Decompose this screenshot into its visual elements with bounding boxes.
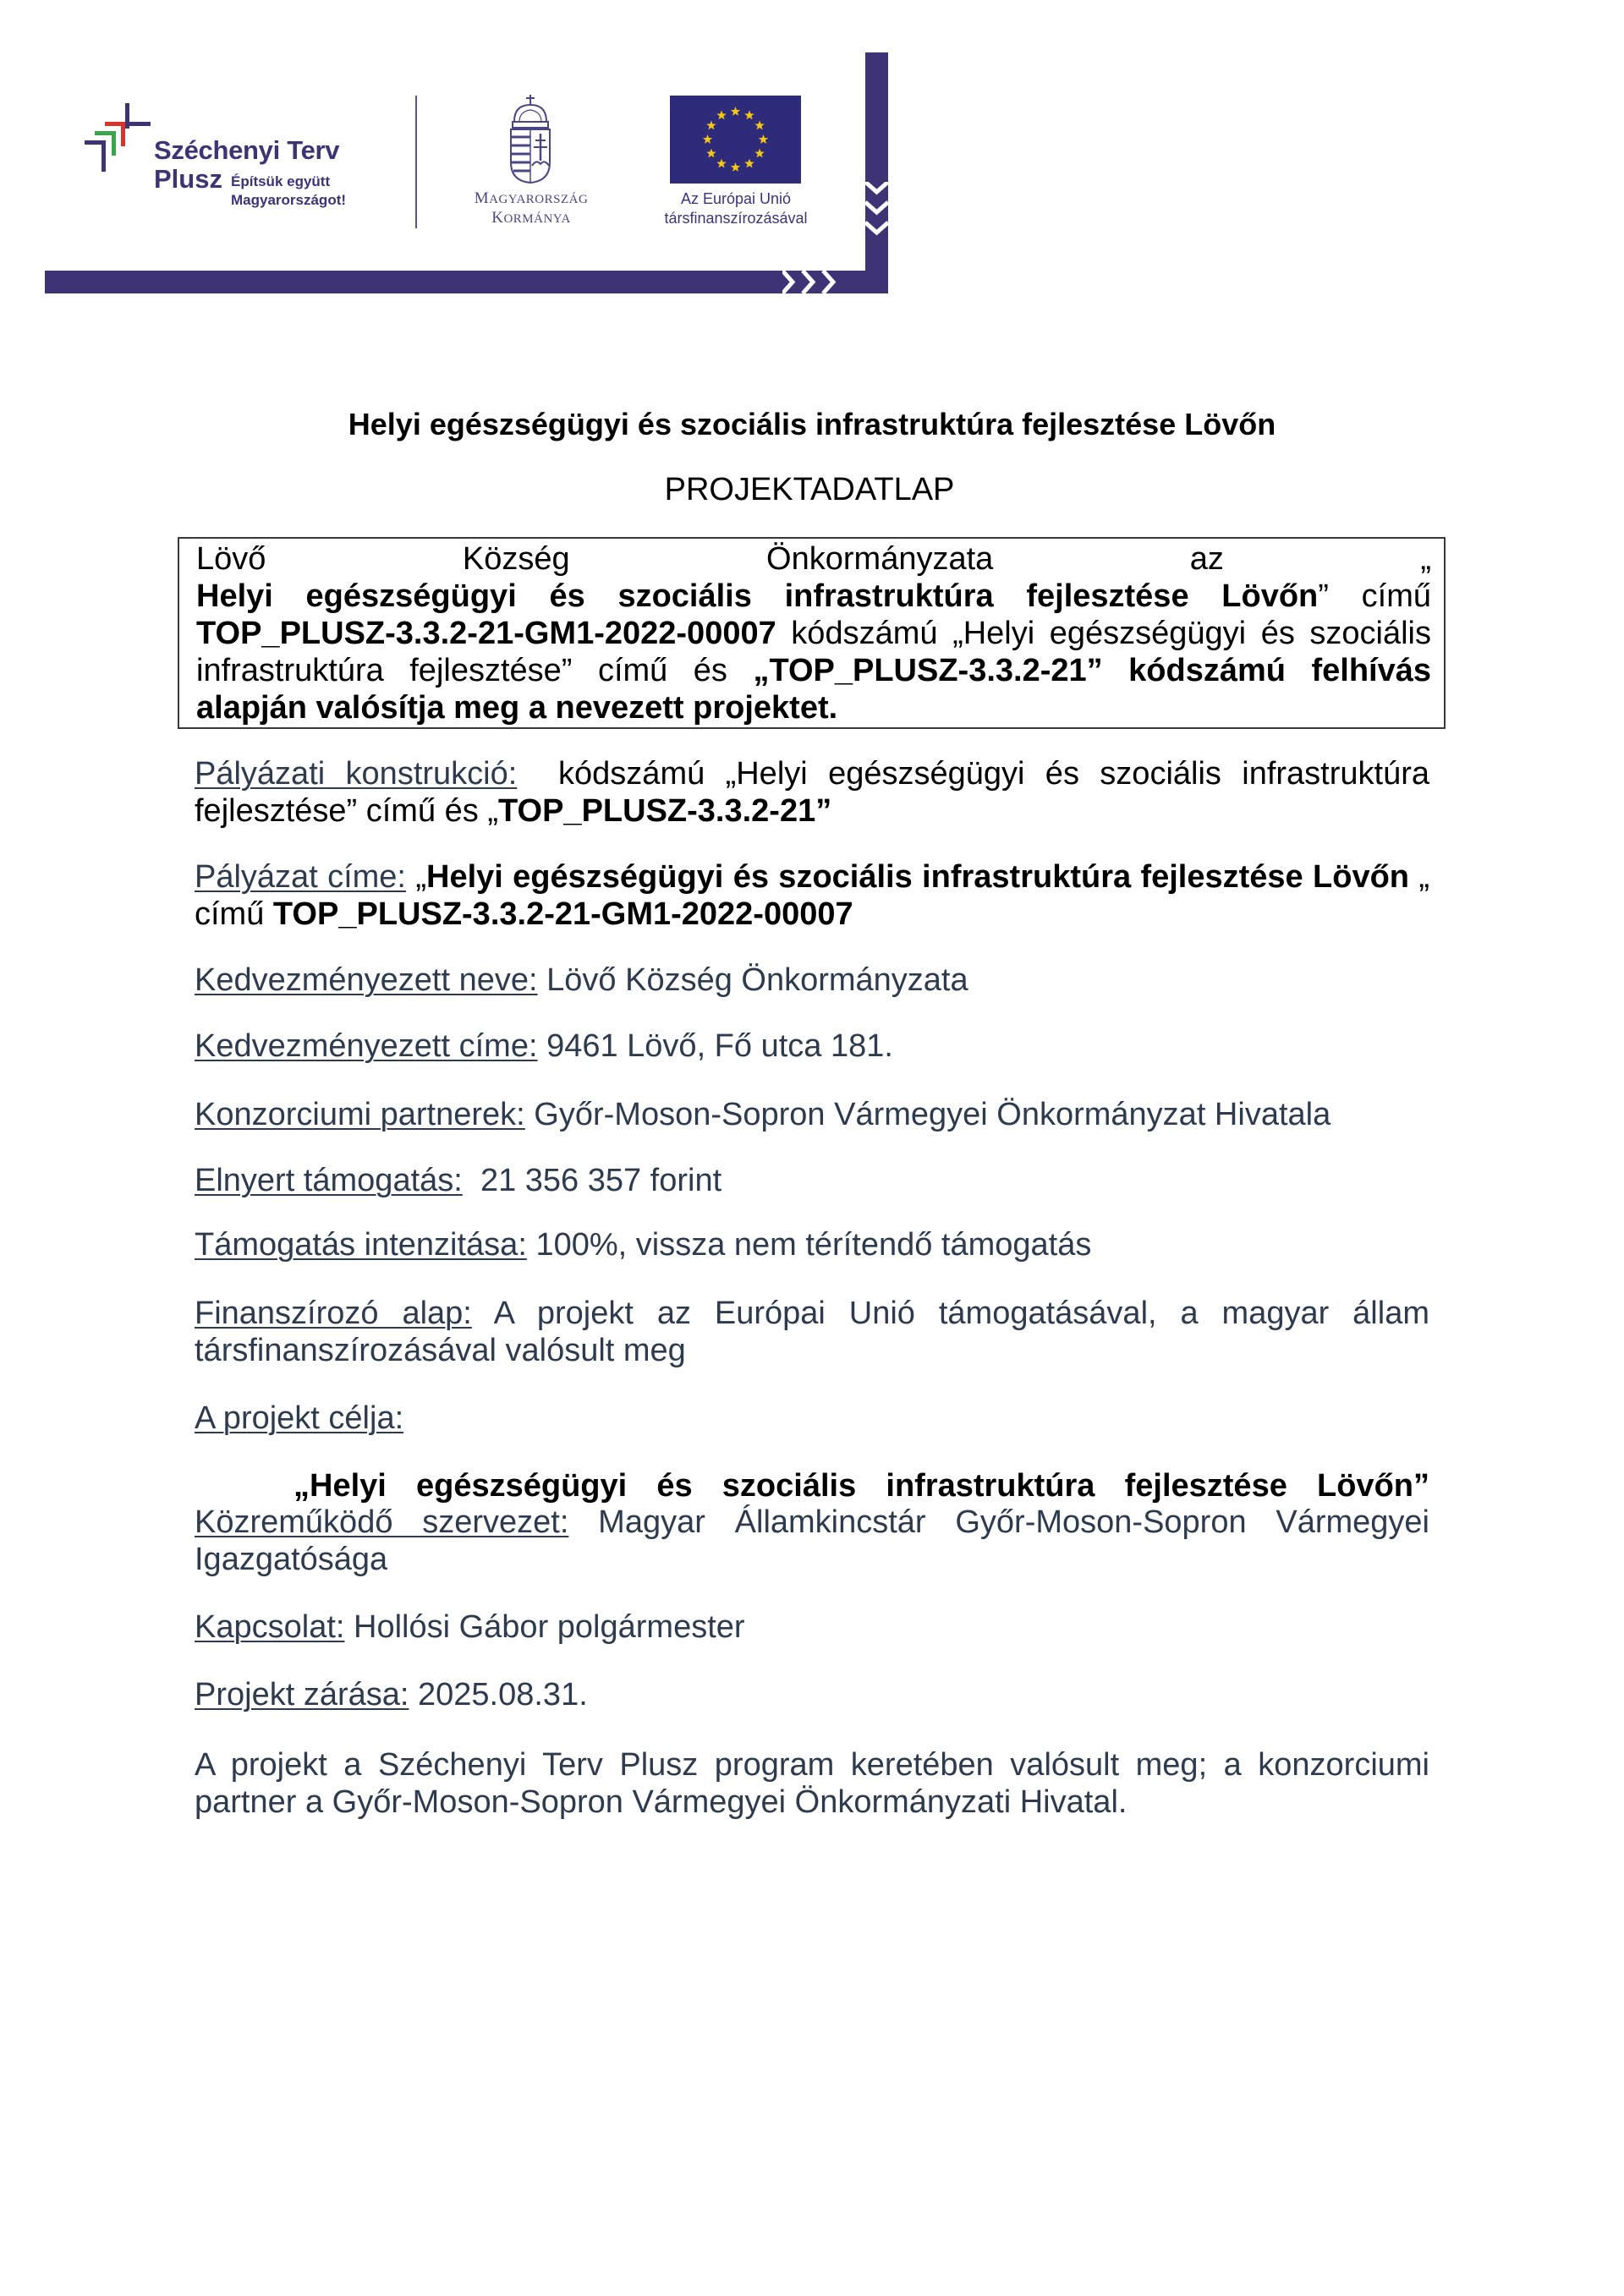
eu-stars (670, 96, 801, 184)
field-value-code: TOP_PLUSZ-3.3.2-21” (498, 793, 832, 829)
eu-star-icon (706, 149, 716, 158)
field-construction (195, 755, 1439, 830)
field-value-quote: „ (406, 859, 426, 895)
eu-star-icon (706, 121, 716, 130)
szechenyi-cross-icon (85, 103, 156, 176)
eu-star-icon (754, 121, 764, 130)
field-beneficiary-address (195, 1027, 1429, 1065)
field-project-goal-label (195, 1400, 1429, 1437)
field-consortium-partners (195, 1096, 1429, 1133)
intro-text-1: Lövő Község Önkormányzata az „ (196, 541, 1431, 577)
closing-note: A projekt a Széchenyi Terv Plusz program keretében valósult meg; a konzorciumi partner a Győr-Moson-Sopron Vármegyei Önkormányzati Hivatal. (195, 1747, 1429, 1820)
field-value-cimu: „ című (195, 859, 1429, 932)
field-value: Hollósi Gábor polgármester (344, 1609, 745, 1645)
intro-text-2: Helyi egészségügyi és szociális infrastruktúra fejlesztése Lövőn (196, 578, 1319, 614)
intro-text-3: ” című (1318, 578, 1431, 614)
banner-frame-horizontal (45, 271, 888, 293)
field-label: Finanszírozó alap: (195, 1296, 472, 1331)
field-project-closing (195, 1676, 1429, 1713)
intro-text-6: „TOP_PLUSZ-3.3.2-21” kódszámú felhívás alapján valósítja meg a nevezett projektet. (196, 653, 1431, 726)
eu-flag-icon (670, 96, 801, 184)
banner-frame-vertical (865, 52, 888, 293)
field-value: 9461 Lövő, Fő utca 181. (537, 1028, 893, 1064)
hungarian-coat-of-arms-icon (506, 93, 555, 186)
field-value-title: Helyi egészségügyi és szociális infrastruktúra fejlesztése Lövőn (426, 859, 1409, 895)
eu-logo-line-1: Az Európai Unió (680, 190, 792, 207)
field-beneficiary-name (195, 962, 1429, 999)
eu-star-icon (744, 159, 754, 168)
eu-star-icon (744, 110, 754, 119)
field-label: Pályázati konstrukció: (195, 756, 518, 792)
field-value: Magyar Államkincstár Győr-Moson-Sopron Vármegyei Igazgatósága (195, 1504, 1430, 1577)
eu-star-icon (716, 159, 726, 168)
field-contact (195, 1608, 1429, 1646)
field-value: Győr-Moson-Sopron Vármegyei Önkormányzat Hivatala (524, 1097, 1331, 1132)
government-logo-line-1: MAGYARORSZÁG (474, 189, 589, 207)
szechenyi-logo-tagline-1: Építsük együtt (231, 173, 331, 189)
chevron-right-icon (782, 271, 850, 293)
field-label: A projekt célja: (195, 1400, 404, 1436)
field-project-goal-value (294, 1467, 1429, 1504)
field-label: Kedvezményezett neve: (195, 962, 538, 998)
intro-paragraph (196, 540, 1431, 726)
field-label: Elnyert támogatás: (195, 1163, 463, 1198)
szechenyi-logo-tagline-2: Magyarországot! (231, 192, 347, 208)
field-value: „Helyi egészségügyi és szociális infrastruktúra fejlesztése Lövőn” (294, 1468, 1429, 1504)
field-value-code: TOP_PLUSZ-3.3.2-21-GM1-2022-00007 (272, 896, 853, 932)
szechenyi-logo-plusz: Plusz (154, 164, 222, 194)
eu-star-icon (731, 162, 740, 172)
field-label: Kapcsolat: (195, 1609, 345, 1645)
intro-project-code: TOP_PLUSZ-3.3.2-21-GM1-2022-00007 (196, 616, 776, 651)
field-label: Konzorciumi partnerek: (195, 1097, 525, 1132)
logo-divider (415, 96, 417, 228)
chevron-down-icon (865, 182, 888, 251)
intro-text-5: kódszámú „Helyi egészségügyi és szociális infrastruktúra fejlesztése” című és (196, 616, 1431, 688)
field-grant-awarded (195, 1162, 1429, 1199)
eu-star-icon (759, 134, 768, 144)
document-subtitle: PROJEKTADATLAP (664, 472, 955, 507)
field-funding-source (195, 1295, 1429, 1369)
szechenyi-logo-name: Széchenyi Terv (154, 135, 340, 165)
field-value: 2025.08.31. (409, 1677, 588, 1712)
eu-logo-line-2: társfinanszírozásával (664, 210, 808, 227)
field-value: Lövő Község Önkormányzata (537, 962, 968, 998)
eu-star-icon (716, 110, 726, 119)
field-aid-intensity (195, 1226, 1429, 1263)
field-value: 100%, vissza nem térítendő támogatás (526, 1227, 1092, 1263)
eu-star-icon (703, 134, 712, 144)
field-label: Közreműködő szervezet: (195, 1504, 569, 1540)
field-value: A projekt az Európai Unió támogatásával, a magyar állam társfinanszírozásával valósult meg (195, 1296, 1429, 1368)
field-intermediate-body (195, 1504, 1429, 1578)
eu-star-icon (731, 107, 740, 116)
field-label: Támogatás intenzitása: (195, 1227, 527, 1263)
field-label: Pályázat címe: (195, 859, 406, 895)
field-label: Projekt zárása: (195, 1677, 409, 1712)
government-logo-line-2: KORMÁNYA (491, 209, 571, 227)
field-label: Kedvezményezett címe: (195, 1028, 538, 1064)
document-title: Helyi egészségügyi és szociális infrastruktúra fejlesztése Lövőn (348, 407, 1276, 441)
intro-box (178, 537, 1446, 729)
field-value: 21 356 357 forint (462, 1163, 722, 1198)
eu-star-icon (754, 149, 764, 158)
field-application-title (195, 858, 1429, 933)
field-value: kódszámú „Helyi egészségügyi és szociális infrastruktúra fejlesztése” című és „ (195, 756, 1439, 829)
